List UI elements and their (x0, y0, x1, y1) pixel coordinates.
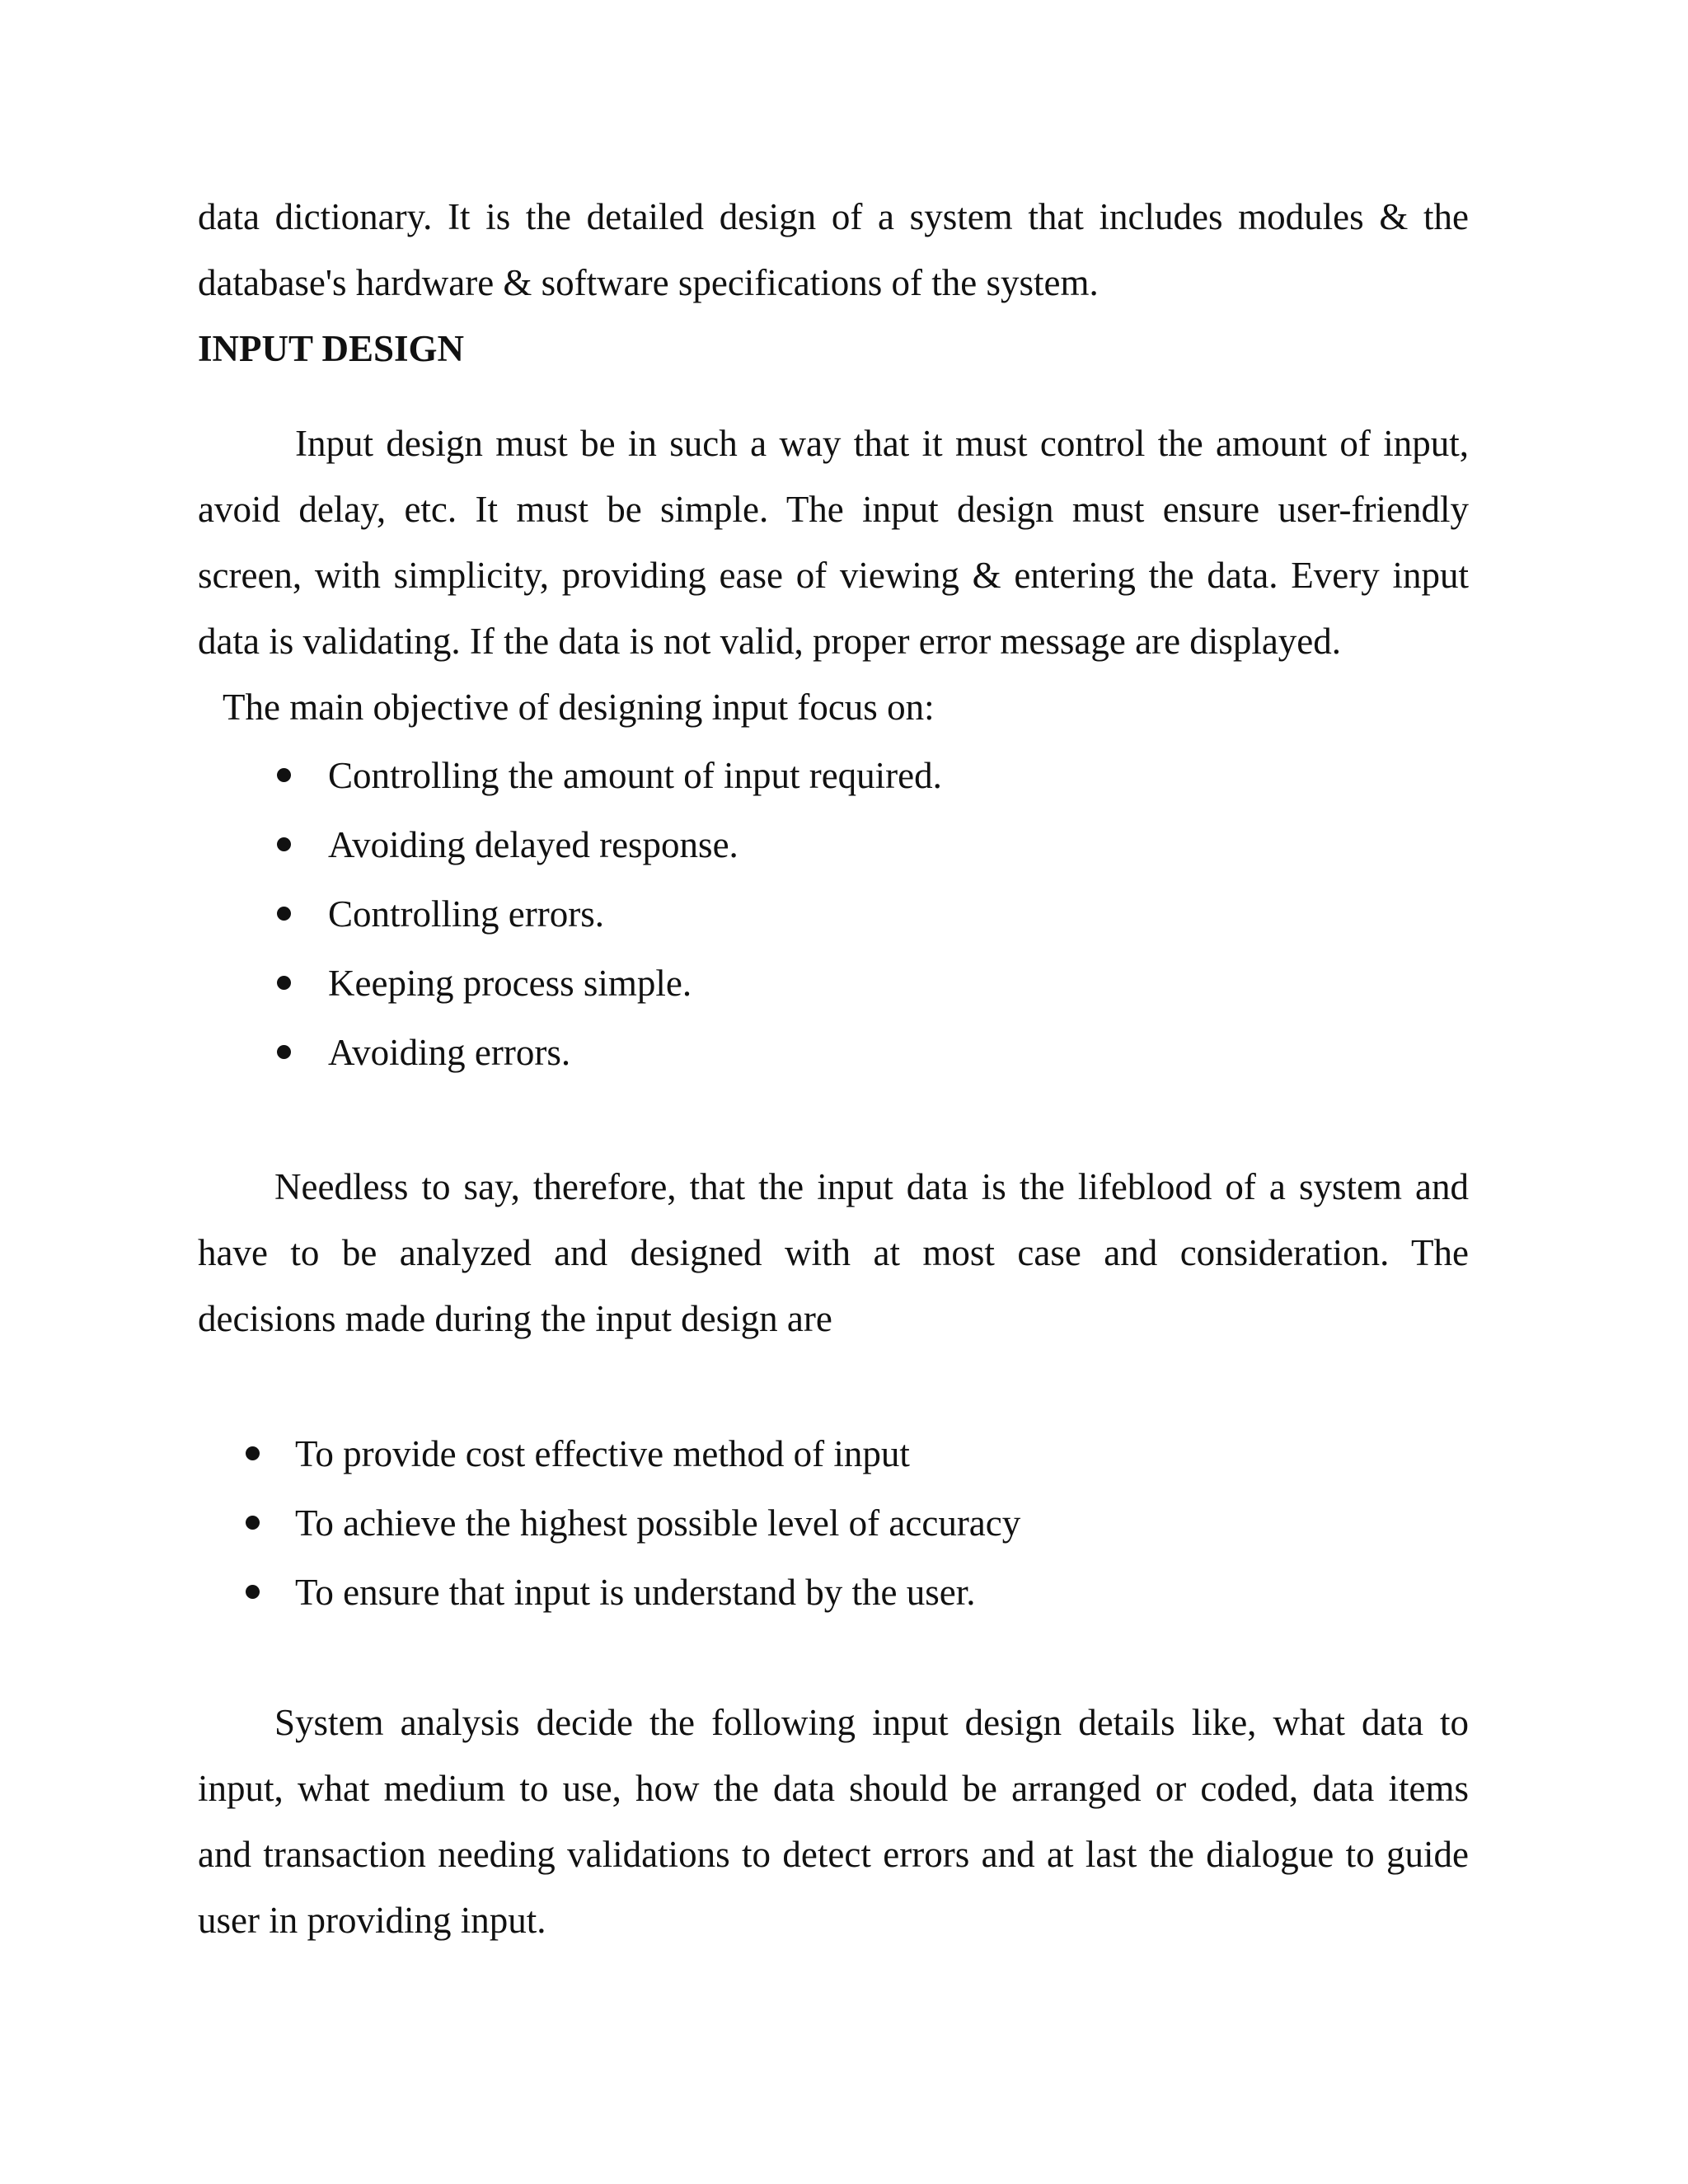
bullet-icon (277, 768, 291, 782)
list-item: To achieve the highest possible level of accuracy (295, 1502, 1021, 1544)
bullet-icon (277, 837, 291, 851)
bullet-icon (277, 907, 291, 921)
list-item: To ensure that input is understand by the user. (295, 1572, 976, 1613)
intro-line-1: data dictionary. It is the detailed design of a system that includes modules & the (198, 196, 1469, 237)
bullet-icon (246, 1446, 260, 1460)
para2-line-2: have to be analyzed and designed with at most case and consideration. The (198, 1232, 1469, 1273)
para3-line-2: input, what medium to use, how the data should be arranged or coded, data items (198, 1768, 1469, 1809)
list-item: To provide cost effective method of input (295, 1433, 910, 1474)
para3-line-3: and transaction needing validations to detect errors and at last the dialogue to guide (198, 1834, 1469, 1875)
objective-intro: The main objective of designing input focus on: (223, 687, 935, 728)
para1-line-4: data is validating. If the data is not valid, proper error message are displayed. (198, 621, 1342, 662)
bullet-icon (277, 976, 291, 990)
intro-line-2: database's hardware & software specifications of the system. (198, 262, 1099, 303)
para2-line-3: decisions made during the input design are (198, 1298, 832, 1339)
para3-line-4: user in providing input. (198, 1900, 546, 1941)
list-item: Keeping process simple. (328, 963, 692, 1004)
bullet-icon (246, 1516, 260, 1530)
list-item: Controlling errors. (328, 893, 604, 935)
para1-line-3: screen, with simplicity, providing ease of viewing & entering the data. Every input (198, 555, 1469, 596)
section-heading: INPUT DESIGN (198, 328, 464, 369)
para1-line-2: avoid delay, etc. It must be simple. The input design must ensure user-friendly (198, 489, 1469, 530)
bullet-icon (277, 1045, 291, 1059)
para2-line-1: Needless to say, therefore, that the input data is the lifeblood of a system and (274, 1166, 1469, 1207)
list-item: Avoiding delayed response. (328, 824, 738, 865)
para1-line-1: Input design must be in such a way that it must control the amount of input, (295, 423, 1469, 464)
list-item: Avoiding errors. (328, 1032, 571, 1073)
para3-line-1: System analysis decide the following input design details like, what data to (274, 1702, 1469, 1743)
bullet-icon (246, 1585, 260, 1599)
list-item: Controlling the amount of input required. (328, 755, 942, 796)
